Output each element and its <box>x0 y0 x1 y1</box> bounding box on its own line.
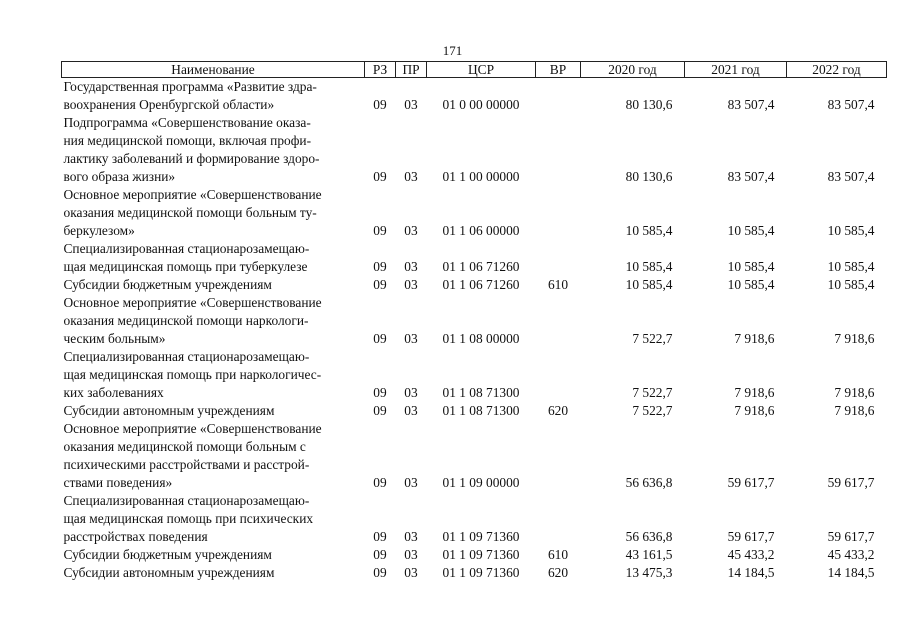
row-name-cell <box>62 348 365 402</box>
row-2020: 10 585,4 <box>625 259 673 274</box>
row-name-cell <box>62 276 365 294</box>
row-name-cell <box>62 402 365 420</box>
row-name-cell <box>62 294 365 348</box>
row-name-cell <box>62 78 365 115</box>
row-pr: 03 <box>404 97 418 112</box>
row-vr <box>536 492 581 546</box>
row-name-line: оказания медицинской помощи наркологи- <box>63 313 309 328</box>
row-name-line: щая медицинская помощь при туберкулезе <box>63 259 308 274</box>
row-name-line: лактику заболеваний и формирование здоро- <box>63 151 320 166</box>
row-name-line: Субсидии автономным учреждениям <box>63 565 275 580</box>
row-name-line: Специализированная стационарозамещаю- <box>63 241 310 256</box>
row-2022: 10 585,4 <box>827 259 875 274</box>
row-csr: 01 1 06 71260 <box>442 259 520 274</box>
row-rz: 09 <box>373 475 387 490</box>
row-2020: 7 522,7 <box>632 385 673 400</box>
table-row <box>62 294 887 348</box>
row-2020: 80 130,6 <box>625 97 673 112</box>
row-csr: 01 1 09 71360 <box>442 565 520 580</box>
table-row <box>62 546 887 564</box>
row-pr: 03 <box>404 529 418 544</box>
row-2020: 13 475,3 <box>625 565 673 580</box>
table-row <box>62 402 887 420</box>
table-row <box>62 420 887 492</box>
row-2021: 7 918,6 <box>734 331 775 346</box>
row-name-cell <box>62 546 365 564</box>
row-2021: 7 918,6 <box>734 385 775 400</box>
row-csr: 01 1 08 71300 <box>442 403 520 418</box>
row-name-line: Основное мероприятие «Совершенствование <box>63 421 322 436</box>
row-name-line: психическими расстройствами и расстрой- <box>63 457 310 472</box>
header-row <box>62 62 887 78</box>
row-2021: 14 184,5 <box>727 565 775 580</box>
row-2022: 7 918,6 <box>834 385 875 400</box>
row-csr: 01 0 00 00000 <box>442 97 520 112</box>
row-2022: 83 507,4 <box>827 169 875 184</box>
row-csr: 01 1 06 71260 <box>442 277 520 292</box>
row-rz: 09 <box>373 385 387 400</box>
row-csr: 01 1 08 00000 <box>442 331 520 346</box>
row-pr: 03 <box>404 385 418 400</box>
row-vr: 620 <box>547 565 569 580</box>
row-vr <box>536 186 581 240</box>
row-name-line: вого образа жизни» <box>63 169 176 184</box>
row-2020: 7 522,7 <box>632 403 673 418</box>
table-row <box>62 186 887 240</box>
row-2020: 43 161,5 <box>625 547 673 562</box>
row-name-line: Субсидии бюджетным учреждениям <box>63 277 272 292</box>
row-2021: 83 507,4 <box>727 169 775 184</box>
row-rz: 09 <box>373 277 387 292</box>
row-csr: 01 1 08 71300 <box>442 385 520 400</box>
row-name-line: ких заболеваниях <box>63 385 164 400</box>
row-2020: 7 522,7 <box>632 331 673 346</box>
row-2022: 45 433,2 <box>827 547 875 562</box>
row-name-line: Основное мероприятие «Совершенствование <box>63 187 322 202</box>
header-pr: ПР <box>396 62 427 78</box>
row-name-line: щая медицинская помощь при наркологичес- <box>63 367 322 382</box>
row-pr: 03 <box>404 475 418 490</box>
table-body <box>62 78 887 583</box>
row-csr: 01 1 09 00000 <box>442 475 520 490</box>
row-name-line: Субсидии автономным учреждениям <box>63 403 275 418</box>
row-csr: 01 1 09 71360 <box>442 529 520 544</box>
row-name-line: оказания медицинской помощи больным с <box>63 439 306 454</box>
table-row <box>62 114 887 186</box>
row-csr: 01 1 06 00000 <box>442 223 520 238</box>
row-rz: 09 <box>373 169 387 184</box>
row-name-line: Субсидии бюджетным учреждениям <box>63 547 272 562</box>
header-rz: РЗ <box>365 62 396 78</box>
row-rz: 09 <box>373 331 387 346</box>
table-row <box>62 564 887 582</box>
row-name-cell <box>62 564 365 582</box>
row-vr <box>536 114 581 186</box>
row-name-cell <box>62 114 365 186</box>
table-row <box>62 492 887 546</box>
row-2020: 10 585,4 <box>625 223 673 238</box>
row-pr: 03 <box>404 403 418 418</box>
row-vr <box>536 240 581 276</box>
header-2021: 2021 год <box>685 62 787 78</box>
row-vr <box>536 294 581 348</box>
table-row <box>62 348 887 402</box>
row-2021: 59 617,7 <box>727 529 775 544</box>
row-csr: 01 1 00 00000 <box>442 169 520 184</box>
row-name-line: ния медицинской помощи, включая профи- <box>63 133 312 148</box>
row-2021: 7 918,6 <box>734 403 775 418</box>
row-pr: 03 <box>404 565 418 580</box>
row-name-line: Специализированная стационарозамещаю- <box>63 493 310 508</box>
table-row <box>62 240 887 276</box>
row-pr: 03 <box>404 169 418 184</box>
row-2022: 59 617,7 <box>827 529 875 544</box>
row-2020: 10 585,4 <box>625 277 673 292</box>
row-csr: 01 1 09 71360 <box>442 547 520 562</box>
row-name-line: Государственная программа «Развитие здра- <box>63 79 317 94</box>
row-2020: 56 636,8 <box>625 475 673 490</box>
row-2021: 45 433,2 <box>727 547 775 562</box>
header-2022: 2022 год <box>787 62 887 78</box>
row-name-line: ствами поведения» <box>63 475 173 490</box>
row-vr: 610 <box>547 277 569 292</box>
row-rz: 09 <box>373 565 387 580</box>
row-rz: 09 <box>373 529 387 544</box>
row-name-cell <box>62 186 365 240</box>
header-2020: 2020 год <box>581 62 685 78</box>
row-2022: 14 184,5 <box>827 565 875 580</box>
row-2022: 7 918,6 <box>834 331 875 346</box>
row-name-cell <box>62 240 365 276</box>
row-pr: 03 <box>404 277 418 292</box>
row-name-line: оказания медицинской помощи больным ту- <box>63 205 317 220</box>
row-pr: 03 <box>404 331 418 346</box>
row-pr: 03 <box>404 547 418 562</box>
row-name-line: щая медицинская помощь при психических <box>63 511 314 526</box>
row-2020: 80 130,6 <box>625 169 673 184</box>
row-2022: 10 585,4 <box>827 277 875 292</box>
row-2020: 56 636,8 <box>625 529 673 544</box>
row-name-line: воохранения Оренбургской области» <box>63 97 275 112</box>
row-name-line: беркулезом» <box>63 223 135 238</box>
table-row <box>62 78 887 115</box>
row-name-line: Основное мероприятие «Совершенствование <box>63 295 322 310</box>
row-name-line: Подпрограмма «Совершенствование оказа- <box>63 115 311 130</box>
row-2021: 10 585,4 <box>727 259 775 274</box>
row-2022: 10 585,4 <box>827 223 875 238</box>
row-2021: 59 617,7 <box>727 475 775 490</box>
header-name: Наименование <box>62 62 365 78</box>
row-rz: 09 <box>373 223 387 238</box>
header-vr: ВР <box>536 62 581 78</box>
row-pr: 03 <box>404 259 418 274</box>
row-name-cell <box>62 420 365 492</box>
row-2022: 83 507,4 <box>827 97 875 112</box>
row-vr: 620 <box>547 403 569 418</box>
row-vr <box>536 78 581 115</box>
row-name-line: расстройствах поведения <box>63 529 208 544</box>
row-vr: 610 <box>547 547 569 562</box>
row-name-line: Специализированная стационарозамещаю- <box>63 349 310 364</box>
row-name-cell <box>62 492 365 546</box>
header-csr: ЦСР <box>427 62 536 78</box>
table-header <box>62 62 887 78</box>
row-2021: 10 585,4 <box>727 223 775 238</box>
row-rz: 09 <box>373 259 387 274</box>
row-2022: 7 918,6 <box>834 403 875 418</box>
budget-table <box>61 61 887 582</box>
row-vr <box>536 420 581 492</box>
page-number: 171 <box>442 43 463 58</box>
row-vr <box>536 348 581 402</box>
row-2021: 83 507,4 <box>727 97 775 112</box>
row-2022: 59 617,7 <box>827 475 875 490</box>
row-rz: 09 <box>373 97 387 112</box>
row-name-line: ческим больным» <box>63 331 166 346</box>
table-row <box>62 276 887 294</box>
row-rz: 09 <box>373 403 387 418</box>
row-pr: 03 <box>404 223 418 238</box>
row-rz: 09 <box>373 547 387 562</box>
row-2021: 10 585,4 <box>727 277 775 292</box>
